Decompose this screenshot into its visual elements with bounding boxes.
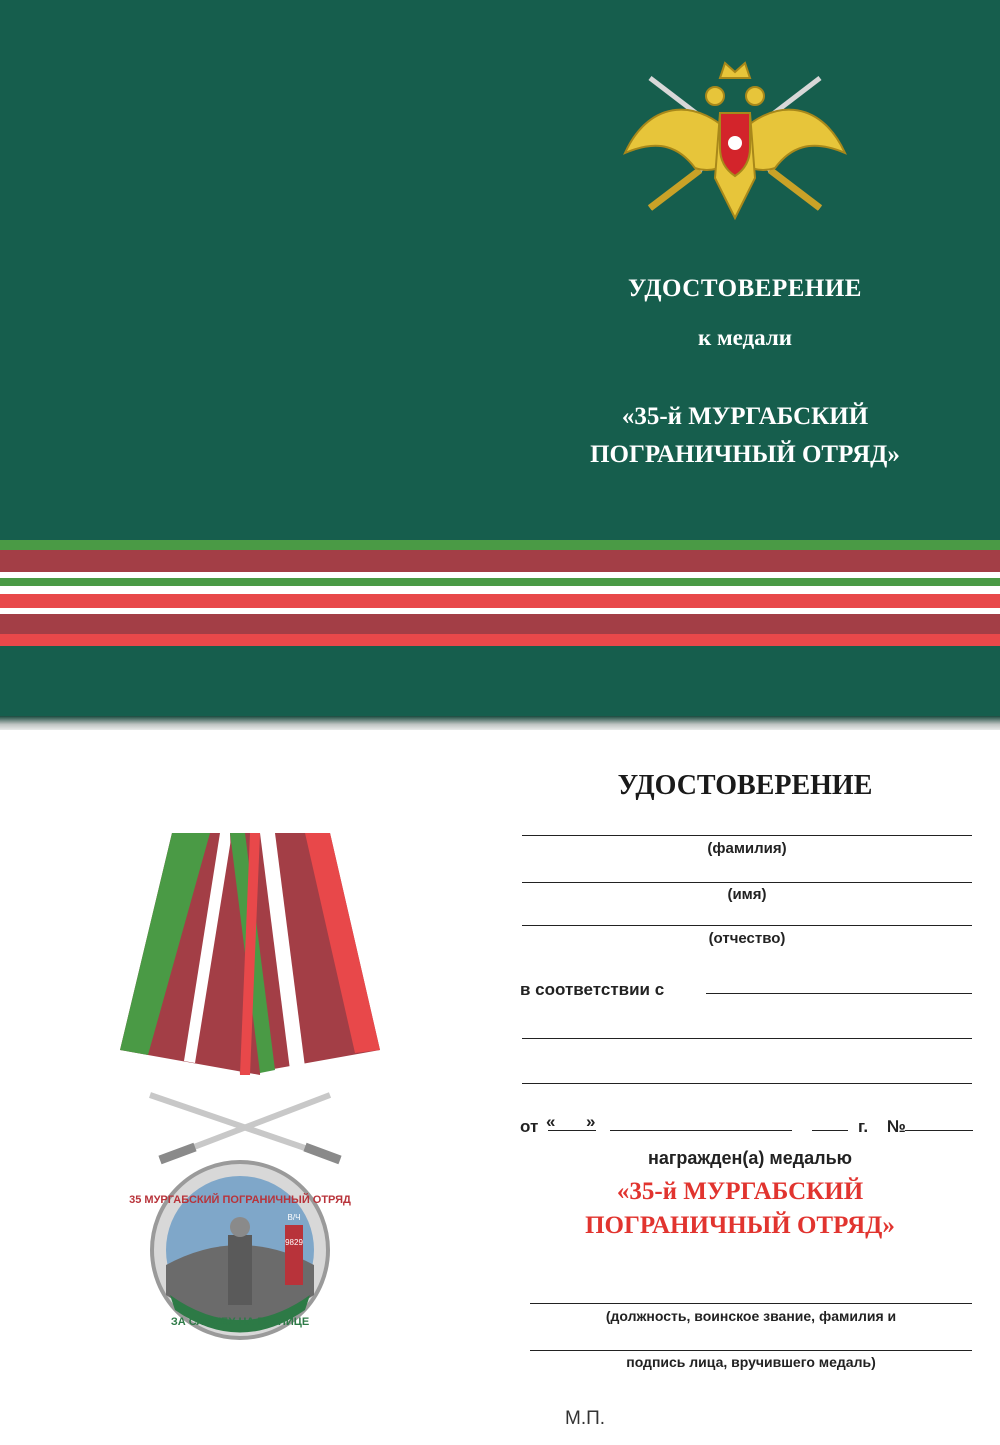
border-guard-emblem-icon [620,58,850,228]
medal-top-text: 35 МУРГАБСКИЙ ПОГРАНИЧНЫЙ ОТРЯД [129,1194,351,1206]
stripe-green-2 [0,578,1000,586]
according-line[interactable] [706,993,972,994]
stripe-green-1 [0,540,1000,550]
position-line[interactable] [530,1303,972,1304]
year-label: г. [858,1117,869,1136]
stripe-maroon-2 [0,614,1000,634]
position-caption: (должность, воинское звание, фамилия и [605,1308,897,1324]
awarded-label: награжден(а) медалью [647,1148,853,1168]
date-quote-open: « [546,1112,556,1131]
surname-caption: (фамилия) [707,840,787,857]
signature-caption: подпись лица, вручившего медаль) [626,1354,876,1370]
surname-line[interactable] [522,835,972,836]
stamp-label: М.П. [565,1408,606,1429]
month-line[interactable] [610,1130,792,1131]
signature-line[interactable] [530,1350,972,1351]
cover-medal-line1: «35-й МУРГАБСКИЙ [621,403,869,430]
cover-subtitle: к медали [697,325,793,350]
cover-title: УДОСТОВЕРЕНИЕ [628,275,862,302]
medal-unit-number: 9829 [285,1238,303,1247]
cover-fold-edge [0,716,1000,730]
patronymic-caption: (отчество) [708,930,786,947]
name-line[interactable] [522,882,972,883]
cover-medal-line2: ПОГРАНИЧНЫЙ ОТРЯД» [590,441,900,468]
blank-line-1[interactable] [522,1038,972,1039]
form-medal-line1: «35-й МУРГАБСКИЙ [616,1178,864,1205]
cover-medal-name [545,398,945,474]
name-caption: (имя) [727,886,767,903]
form-title: УДОСТОВЕРЕНИЕ [617,770,873,801]
medal-illustration [100,825,400,1365]
form-medal-line2: ПОГРАНИЧНЫЙ ОТРЯД» [585,1212,895,1239]
number-line[interactable] [905,1130,973,1131]
stripe-red-2 [0,634,1000,646]
stripe-maroon-1 [0,550,1000,572]
blank-line-2[interactable] [522,1083,972,1084]
from-label: от [520,1117,539,1136]
medal-unit-text: В/Ч [287,1213,301,1222]
patronymic-line[interactable] [522,925,972,926]
stripe-white-2 [0,586,1000,594]
date-quote-close: » [586,1112,596,1131]
stripe-red-1 [0,594,1000,608]
according-label: в соответствии с [520,980,665,999]
certificate-cover [0,0,1000,722]
year-line[interactable] [812,1130,848,1131]
medal-bottom-text: ЗА СЛУЖБУ НА ГРАНИЦЕ [170,1316,310,1328]
number-label: № [887,1117,906,1136]
